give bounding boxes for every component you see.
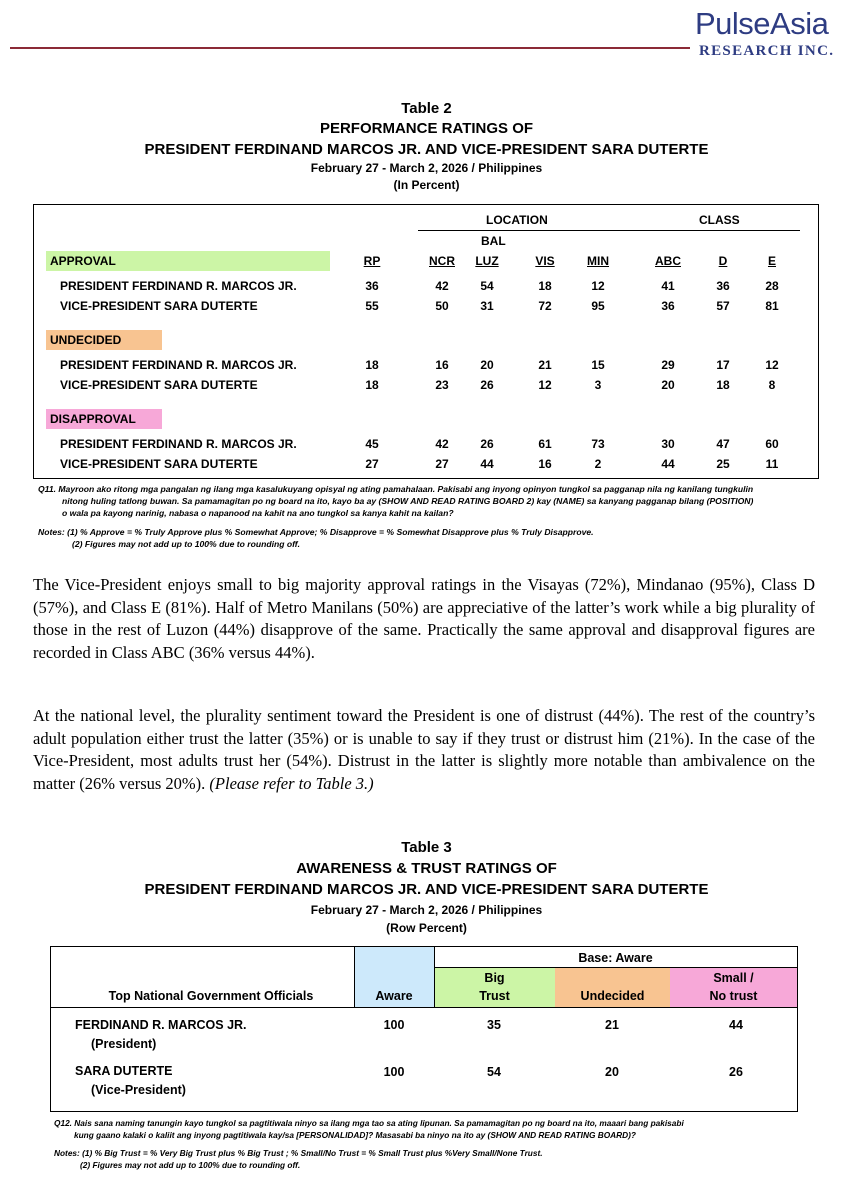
big-trust-header-line2: Trust <box>479 989 510 1003</box>
rating-value: 12 <box>538 378 552 392</box>
rating-value: 21 <box>538 358 552 372</box>
rating-value: 3 <box>594 378 602 392</box>
officials-header: Top National Government Officials <box>108 989 314 1003</box>
table3-notes-line1: Notes: (1) % Big Trust = % Very Big Trust plus % Big Trust ; % Small/No Trust = % Small Trust plus %Very Small/None Trust. <box>54 1148 543 1158</box>
table3-frame <box>50 946 798 1112</box>
column-header: VIS <box>535 254 555 268</box>
rating-value: 12 <box>765 358 779 372</box>
official-name: PRESIDENT FERDINAND R. MARCOS JR. <box>60 358 297 372</box>
rating-value: 44 <box>480 457 494 471</box>
rating-value: 27 <box>365 457 379 471</box>
location-rule <box>418 230 656 231</box>
base-rule <box>434 967 797 968</box>
table2-title1: PERFORMANCE RATINGS OF <box>319 120 534 137</box>
rating-value: 27 <box>435 457 449 471</box>
rating-value: 50 <box>435 299 449 313</box>
table3-question-line1: Q12. Nais sana naming tanungin kayo tungkol sa pagtitiwala ninyo sa ilang mga tao sa ating lipunan. Sa pamamagitan po ng board na ito, maaari bang pakisabi <box>54 1118 684 1128</box>
rating-value: 29 <box>661 358 675 372</box>
rating-value: 26 <box>480 437 494 451</box>
small-trust-header-line2: No trust <box>709 989 758 1003</box>
rating-value: 25 <box>716 457 730 471</box>
column-header: NCR <box>429 254 455 268</box>
rating-value: 42 <box>435 279 449 293</box>
rating-value: 15 <box>591 358 605 372</box>
rating-value: 20 <box>480 358 494 372</box>
table3-label: Table 3 <box>401 839 452 856</box>
table2-unit: (In Percent) <box>393 178 460 192</box>
aware-header: Aware <box>375 989 413 1003</box>
rating-value: 26 <box>480 378 494 392</box>
table2-notes-line1: Notes: (1) % Approve = % Truly Approve plus % Somewhat Approve; % Disapprove = % Somewhat Disapprove plus % Truly Disapprove. <box>38 527 594 537</box>
table2-label: Table 2 <box>401 100 452 117</box>
column-header: RP <box>363 254 381 268</box>
rating-value: 16 <box>435 358 449 372</box>
official-name: VICE-PRESIDENT SARA DUTERTE <box>60 378 258 392</box>
rating-value: 17 <box>716 358 730 372</box>
rating-value: 2 <box>594 457 602 471</box>
table3-notes-line2: (2) Figures may not add up to 100% due to rounding off. <box>80 1160 301 1170</box>
group-class: CLASS <box>699 213 740 227</box>
official-name: PRESIDENT FERDINAND R. MARCOS JR. <box>60 437 297 451</box>
undecided-value: 20 <box>605 1065 619 1079</box>
big-trust-value: 54 <box>487 1065 501 1079</box>
big-trust-value: 35 <box>487 1018 501 1032</box>
group-location: LOCATION <box>486 213 548 227</box>
aware-value: 100 <box>383 1018 405 1032</box>
header-bottom-rule <box>51 1007 797 1008</box>
rating-value: 18 <box>365 358 379 372</box>
undecided-header: Undecided <box>580 989 645 1003</box>
table3-title2: PRESIDENT FERDINAND MARCOS JR. AND VICE-PRESIDENT SARA DUTERTE <box>144 881 709 898</box>
paragraph-trust-text: At the national level, the plurality sentiment toward the President is one of distrust (44%). The rest of the country’s adult population either trust the latter (35%) or is unable to say if they trust or distrust him (21%). In the case of the Vice-President, most adults trust her (54%). Distrust in the latter is slightly more notable than ambivalence on the matter (26% versus 20%). <box>33 706 815 793</box>
rating-value: 36 <box>661 299 675 313</box>
bal-label: BAL <box>481 234 506 248</box>
logo-subtitle: RESEARCH INC. <box>699 43 835 59</box>
table2-question-line3: o wala pa kayong narinig, nabasa o napanood na kahit na ano tungkol sa kanya kahit na kailan? <box>62 508 454 518</box>
rating-value: 42 <box>435 437 449 451</box>
rating-value: 60 <box>765 437 779 451</box>
undecided-value: 21 <box>605 1018 619 1032</box>
table2-frame <box>33 204 819 479</box>
column-header: ABC <box>655 254 681 268</box>
official-name: SARA DUTERTE <box>75 1064 173 1078</box>
header-rule <box>10 47 690 49</box>
official-name: VICE-PRESIDENT SARA DUTERTE <box>60 299 258 313</box>
rating-value: 12 <box>591 279 605 293</box>
table3-unit: (Row Percent) <box>386 921 467 935</box>
aware-value: 100 <box>383 1065 405 1079</box>
rating-value: 36 <box>365 279 379 293</box>
rating-value: 55 <box>365 299 379 313</box>
column-header: LUZ <box>475 254 499 268</box>
small-trust-header-line1: Small / <box>713 971 754 985</box>
rating-value: 31 <box>480 299 494 313</box>
rating-value: 11 <box>765 457 779 471</box>
small-trust-value: 26 <box>729 1065 743 1079</box>
table2-notes-line2: (2) Figures may not add up to 100% due to rounding off. <box>72 539 301 549</box>
table2-dates: February 27 - March 2, 2026 / Philippines <box>310 161 543 175</box>
small-trust-value: 44 <box>729 1018 743 1032</box>
table3-question-line2: kung gaano kalaki o kaliit ang inyong pagtitiwala kay/sa [PERSONALIDAD]? Masasabi ba ninyo na ito ay (SHOW AND READ RATING BOARD)? <box>74 1130 636 1140</box>
rating-value: 47 <box>716 437 730 451</box>
rating-value: 72 <box>538 299 552 313</box>
rating-value: 61 <box>538 437 552 451</box>
logo-wordmark: PulseAsia <box>695 6 829 41</box>
rating-value: 20 <box>661 378 675 392</box>
column-header: E <box>767 254 776 268</box>
rating-value: 45 <box>365 437 379 451</box>
rating-value: 18 <box>365 378 379 392</box>
paragraph-trust-ref: (Please refer to Table 3.) <box>209 773 374 793</box>
rating-value: 73 <box>591 437 605 451</box>
base-aware-label: Base: Aware <box>578 951 653 965</box>
rating-value: 23 <box>435 378 449 392</box>
table2-question-line2: nitong huling tatlong buwan. Sa pamamagitan po ng board na ito, kayo ba ay (SHOW AND READ RATING BOARD 2) kay (NAME) sa kanyang pagganap bilang (POSITION) <box>62 496 754 506</box>
class-rule <box>642 230 800 231</box>
official-name: VICE-PRESIDENT SARA DUTERTE <box>60 457 258 471</box>
table3-dates: February 27 - March 2, 2026 / Philippines <box>310 903 543 917</box>
rating-value: 18 <box>538 279 552 293</box>
official-name: PRESIDENT FERDINAND R. MARCOS JR. <box>60 279 297 293</box>
rating-value: 57 <box>716 299 730 313</box>
table3-title1: AWARENESS & TRUST RATINGS OF <box>296 860 557 877</box>
rating-value: 54 <box>480 279 494 293</box>
rating-value: 44 <box>661 457 675 471</box>
section-label: UNDECIDED <box>46 330 162 350</box>
section-label: APPROVAL <box>46 251 330 271</box>
rating-value: 95 <box>591 299 605 313</box>
rating-value: 16 <box>538 457 552 471</box>
rating-value: 28 <box>765 279 779 293</box>
rating-value: 36 <box>716 279 730 293</box>
column-header: MIN <box>587 254 609 268</box>
official-name: FERDINAND R. MARCOS JR. <box>75 1018 247 1032</box>
rating-value: 8 <box>768 378 776 392</box>
rating-value: 81 <box>765 299 779 313</box>
big-trust-header-line1: Big <box>484 971 505 985</box>
official-role: (Vice-President) <box>91 1083 186 1097</box>
table2-title2: PRESIDENT FERDINAND MARCOS JR. AND VICE-PRESIDENT SARA DUTERTE <box>144 141 709 158</box>
paragraph-vp-approval: The Vice-President enjoys small to big majority approval ratings in the Visayas (72%), Mindanao (95%), Class D (57%), and Class E (81%). Half of Metro Manilans (50%) are appreciative of the latter’s work while a big plurality of those in the rest of Luzon (44%) disapprove of the same. Practically the same approval and disapproval figures are recorded in Class ABC (36% versus 44%). <box>33 575 815 662</box>
table2-question-line1: Q11. Mayroon ako ritong mga pangalan ng ilang mga kasalukuyang opisyal ng ating pamahalaan. Pakisabi ang inyong opinyon tungkol sa pagganap nila ng kanilang tungkulin <box>38 484 754 494</box>
rating-value: 30 <box>661 437 675 451</box>
section-label: DISAPPROVAL <box>46 409 162 429</box>
paragraph-trust <box>33 705 815 795</box>
official-role: (President) <box>91 1037 157 1051</box>
rating-value: 18 <box>716 378 730 392</box>
rating-value: 41 <box>661 279 675 293</box>
column-header: D <box>718 254 728 268</box>
